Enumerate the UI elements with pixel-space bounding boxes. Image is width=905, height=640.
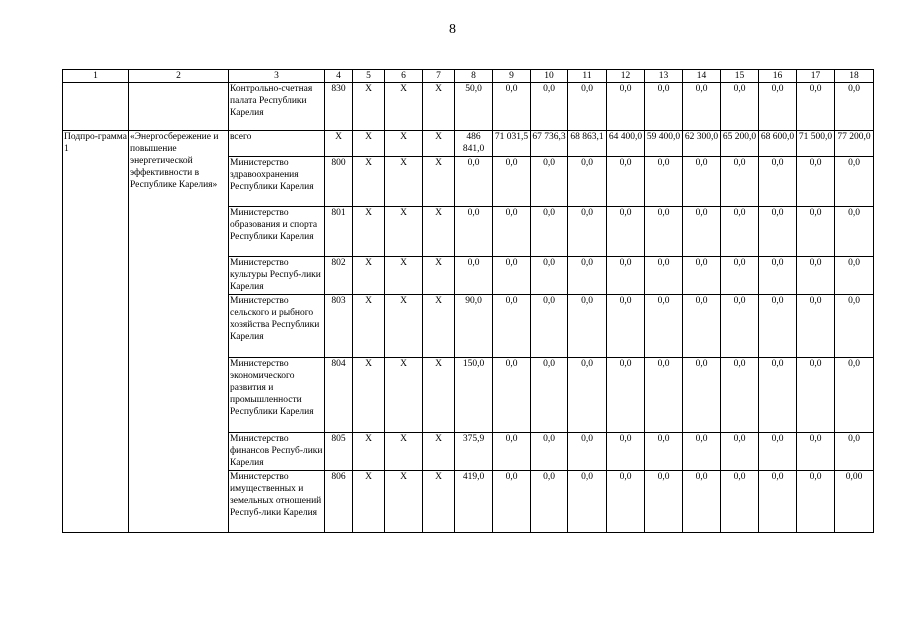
amount-cell: 0,0 xyxy=(493,433,531,471)
amount-cell: 68 600,0 xyxy=(759,131,797,157)
amount-cell: 50,0 xyxy=(455,83,493,131)
column-number-header: 1 xyxy=(63,70,129,83)
amount-cell: 419,0 xyxy=(455,471,493,533)
amount-cell: 0,0 xyxy=(797,257,835,295)
subprogram-title: «Энергосбережение и повышение энергетической эффективности в Республике Карелия» xyxy=(129,131,229,533)
amount-cell: 0,0 xyxy=(759,471,797,533)
amount-cell: 90,0 xyxy=(455,295,493,358)
column-number-header: 13 xyxy=(645,70,683,83)
amount-cell: 0,0 xyxy=(835,257,874,295)
column-number-header: 18 xyxy=(835,70,874,83)
code-cell: Х xyxy=(353,83,385,131)
amount-cell: 59 400,0 xyxy=(645,131,683,157)
amount-cell: 0,0 xyxy=(531,295,568,358)
amount-cell: 0,0 xyxy=(759,157,797,207)
code-cell: Х xyxy=(353,471,385,533)
budget-table xyxy=(62,69,874,533)
amount-cell: 71 031,5 xyxy=(493,131,531,157)
amount-cell: 0,0 xyxy=(797,157,835,207)
code-cell: Х xyxy=(423,207,455,257)
amount-cell: 0,0 xyxy=(645,157,683,207)
code-cell: Х xyxy=(385,358,423,433)
executor-name: Министерство образования и спорта Республики Карелия xyxy=(229,207,325,257)
code-cell: Х xyxy=(423,83,455,131)
amount-cell: 0,0 xyxy=(607,257,645,295)
column-number-header: 8 xyxy=(455,70,493,83)
column-number-header: 10 xyxy=(531,70,568,83)
code-cell: Х xyxy=(385,157,423,207)
amount-cell: 0,0 xyxy=(797,471,835,533)
amount-cell: 65 200,0 xyxy=(721,131,759,157)
amount-cell: 77 200,0 xyxy=(835,131,874,157)
code-cell: Х xyxy=(353,358,385,433)
code-cell: Х xyxy=(423,157,455,207)
amount-cell: 0,0 xyxy=(721,157,759,207)
amount-cell: 0,0 xyxy=(568,157,607,207)
executor-name: Контрольно-счетная палата Республики Карелия xyxy=(229,83,325,131)
code-cell: Х xyxy=(423,433,455,471)
code-cell: Х xyxy=(385,471,423,533)
amount-cell: 375,9 xyxy=(455,433,493,471)
code-cell: Х xyxy=(385,295,423,358)
executor-name: Министерство имущественных и земельных отношений Респуб-лики Карелия xyxy=(229,471,325,533)
column-number-header: 17 xyxy=(797,70,835,83)
amount-cell: 0,0 xyxy=(759,257,797,295)
amount-cell: 0,0 xyxy=(645,358,683,433)
executor-name: Министерство культуры Респуб-лики Карелия xyxy=(229,257,325,295)
budget-code: 804 xyxy=(325,358,353,433)
budget-code: 806 xyxy=(325,471,353,533)
amount-cell: 0,0 xyxy=(455,157,493,207)
amount-cell: 0,0 xyxy=(607,157,645,207)
executor-name: Министерство сельского и рыбного хозяйства Республики Карелия xyxy=(229,295,325,358)
amount-cell: 0,0 xyxy=(645,207,683,257)
amount-cell: 0,0 xyxy=(645,295,683,358)
code-cell: Х xyxy=(353,207,385,257)
amount-cell: 0,0 xyxy=(568,471,607,533)
column-number-header: 16 xyxy=(759,70,797,83)
amount-cell: 0,0 xyxy=(835,433,874,471)
amount-cell: 0,0 xyxy=(531,358,568,433)
amount-cell: 0,0 xyxy=(531,471,568,533)
amount-cell: 0,0 xyxy=(607,207,645,257)
amount-cell: 0,0 xyxy=(759,358,797,433)
amount-cell: 0,0 xyxy=(683,83,721,131)
amount-cell: 0,0 xyxy=(493,471,531,533)
code-cell: Х xyxy=(353,295,385,358)
amount-cell: 0,0 xyxy=(607,433,645,471)
amount-cell: 0,0 xyxy=(645,257,683,295)
code-cell: Х xyxy=(353,433,385,471)
amount-cell: 0,0 xyxy=(568,257,607,295)
amount-cell: 0,0 xyxy=(683,157,721,207)
amount-cell: 0,0 xyxy=(493,83,531,131)
column-number-header: 2 xyxy=(129,70,229,83)
column-number-header: 6 xyxy=(385,70,423,83)
amount-cell: 0,0 xyxy=(531,83,568,131)
amount-cell: 0,0 xyxy=(645,471,683,533)
amount-cell: 0,0 xyxy=(683,433,721,471)
amount-cell: 64 400,0 xyxy=(607,131,645,157)
amount-cell: 0,0 xyxy=(493,358,531,433)
amount-cell: 0,0 xyxy=(568,433,607,471)
column-number-header: 12 xyxy=(607,70,645,83)
column-number-header: 15 xyxy=(721,70,759,83)
empty-cell xyxy=(129,83,229,131)
executor-name: Министерство экономического развития и промышленности Республики Карелия xyxy=(229,358,325,433)
amount-cell: 0,0 xyxy=(683,257,721,295)
amount-cell: 0,0 xyxy=(568,295,607,358)
amount-cell: 0,0 xyxy=(759,207,797,257)
executor-name: Министерство здравоохранения Республики Карелия xyxy=(229,157,325,207)
amount-cell: 62 300,0 xyxy=(683,131,721,157)
amount-cell: 0,0 xyxy=(645,433,683,471)
code-cell: Х xyxy=(423,257,455,295)
code-cell: Х xyxy=(423,358,455,433)
code-cell: Х xyxy=(385,433,423,471)
column-number-header: 3 xyxy=(229,70,325,83)
amount-cell: 0,0 xyxy=(835,295,874,358)
budget-code: 805 xyxy=(325,433,353,471)
amount-cell: 0,0 xyxy=(455,257,493,295)
amount-cell: 0,0 xyxy=(835,83,874,131)
code-cell: Х xyxy=(353,257,385,295)
amount-cell: 0,0 xyxy=(568,83,607,131)
amount-cell: 0,0 xyxy=(835,207,874,257)
empty-cell xyxy=(63,83,129,131)
amount-cell: 0,0 xyxy=(607,358,645,433)
code-cell: Х xyxy=(423,471,455,533)
amount-cell: 0,0 xyxy=(835,358,874,433)
amount-cell: 0,0 xyxy=(531,257,568,295)
code-cell: Х xyxy=(353,131,385,157)
amount-cell: 0,0 xyxy=(683,358,721,433)
amount-cell: 0,0 xyxy=(455,207,493,257)
column-number-header: 14 xyxy=(683,70,721,83)
amount-cell: 0,0 xyxy=(721,207,759,257)
amount-cell: 0,0 xyxy=(797,295,835,358)
budget-code: 802 xyxy=(325,257,353,295)
amount-cell: 0,0 xyxy=(683,295,721,358)
code-cell: Х xyxy=(385,207,423,257)
amount-cell: 0,0 xyxy=(493,295,531,358)
amount-cell: 0,0 xyxy=(531,207,568,257)
column-number-header: 9 xyxy=(493,70,531,83)
amount-cell: 0,0 xyxy=(568,358,607,433)
amount-cell: 0,0 xyxy=(683,207,721,257)
budget-code: 801 xyxy=(325,207,353,257)
amount-cell: 0,0 xyxy=(607,83,645,131)
column-number-header: 4 xyxy=(325,70,353,83)
amount-cell: 0,0 xyxy=(797,83,835,131)
amount-cell: 0,0 xyxy=(645,83,683,131)
amount-cell: 150,0 xyxy=(455,358,493,433)
amount-cell: 71 500,0 xyxy=(797,131,835,157)
amount-cell: 0,00 xyxy=(835,471,874,533)
amount-cell: 68 863,1 xyxy=(568,131,607,157)
table-row xyxy=(63,83,874,131)
column-number-header: 7 xyxy=(423,70,455,83)
table-row xyxy=(63,131,874,157)
amount-cell: 0,0 xyxy=(607,295,645,358)
amount-cell: 0,0 xyxy=(759,433,797,471)
budget-code: 830 xyxy=(325,83,353,131)
code-cell: Х xyxy=(423,295,455,358)
amount-cell: 0,0 xyxy=(721,295,759,358)
amount-cell: 0,0 xyxy=(721,433,759,471)
amount-cell: 0,0 xyxy=(797,207,835,257)
code-cell: Х xyxy=(385,83,423,131)
amount-cell: 0,0 xyxy=(683,471,721,533)
amount-cell: 0,0 xyxy=(797,358,835,433)
amount-cell: 0,0 xyxy=(568,207,607,257)
subprogram-label: Подпро-грамма 1 xyxy=(63,131,129,533)
budget-code: Х xyxy=(325,131,353,157)
amount-cell: 67 736,3 xyxy=(531,131,568,157)
amount-cell: 0,0 xyxy=(493,207,531,257)
amount-cell: 0,0 xyxy=(493,157,531,207)
amount-cell: 0,0 xyxy=(721,358,759,433)
amount-cell: 0,0 xyxy=(531,157,568,207)
amount-cell: 486 841,0 xyxy=(455,131,493,157)
code-cell: Х xyxy=(423,131,455,157)
amount-cell: 0,0 xyxy=(835,157,874,207)
amount-cell: 0,0 xyxy=(607,471,645,533)
page-number: 8 xyxy=(449,22,456,37)
executor-name: всего xyxy=(229,131,325,157)
executor-name: Министерство финансов Респуб-лики Карелия xyxy=(229,433,325,471)
amount-cell: 0,0 xyxy=(759,83,797,131)
code-cell: Х xyxy=(385,131,423,157)
amount-cell: 0,0 xyxy=(493,257,531,295)
header-row xyxy=(63,70,874,83)
amount-cell: 0,0 xyxy=(721,471,759,533)
amount-cell: 0,0 xyxy=(721,83,759,131)
budget-code: 803 xyxy=(325,295,353,358)
amount-cell: 0,0 xyxy=(797,433,835,471)
amount-cell: 0,0 xyxy=(721,257,759,295)
column-number-header: 11 xyxy=(568,70,607,83)
amount-cell: 0,0 xyxy=(759,295,797,358)
code-cell: Х xyxy=(353,157,385,207)
amount-cell: 0,0 xyxy=(531,433,568,471)
budget-code: 800 xyxy=(325,157,353,207)
code-cell: Х xyxy=(385,257,423,295)
column-number-header: 5 xyxy=(353,70,385,83)
